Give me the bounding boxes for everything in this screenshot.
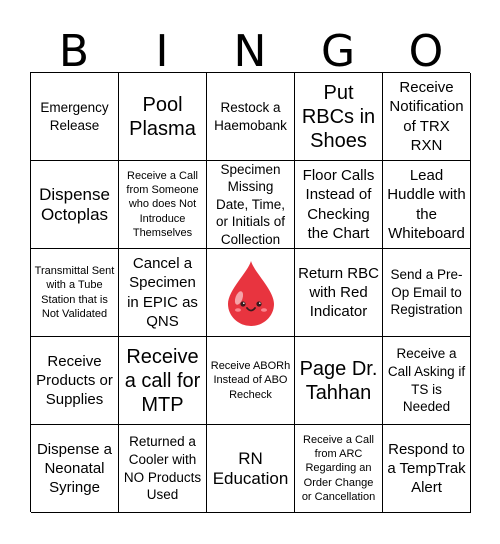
bingo-cell[interactable]: Receive a Call Asking if TS is Needed <box>383 337 471 425</box>
free-space[interactable] <box>207 249 295 337</box>
bingo-cell[interactable]: Return RBC with Red Indicator <box>295 249 383 337</box>
bingo-cell[interactable]: Returned a Cooler with NO Products Used <box>119 425 207 513</box>
bingo-cell[interactable]: Receive a Call from ARC Regarding an Order Change or Cancellation <box>295 425 383 513</box>
blood-drop-icon <box>220 258 282 328</box>
bingo-cell[interactable]: Pool Plasma <box>119 73 207 161</box>
bingo-cell[interactable]: RN Education <box>207 425 295 513</box>
bingo-cell[interactable]: Lead Huddle with the Whiteboard <box>383 161 471 249</box>
bingo-cell[interactable]: Restock a Haemobank <box>207 73 295 161</box>
bingo-cell[interactable]: Emergency Release <box>31 73 119 161</box>
bingo-cell[interactable]: Receive ABORh Instead of ABO Recheck <box>207 337 295 425</box>
bingo-cell[interactable]: Transmittal Sent with a Tube Station that is Not Validated <box>31 249 119 337</box>
bingo-cell[interactable]: Cancel a Specimen in EPIC as QNS <box>119 249 207 337</box>
header-letter-n: N <box>233 26 267 77</box>
header-letter-o: O <box>408 26 444 77</box>
bingo-header <box>30 26 470 77</box>
bingo-cell[interactable]: Receive a call for MTP <box>119 337 207 425</box>
bingo-cell[interactable]: Dispense Octoplas <box>31 161 119 249</box>
bingo-cell[interactable]: Respond to a TempTrak Alert <box>383 425 471 513</box>
bingo-board <box>30 72 470 512</box>
bingo-cell[interactable]: Receive Products or Supplies <box>31 337 119 425</box>
bingo-cell[interactable]: Dispense a Neonatal Syringe <box>31 425 119 513</box>
bingo-cell[interactable]: Send a Pre-Op Email to Registration <box>383 249 471 337</box>
bingo-cell[interactable]: Floor Calls Instead of Checking the Chart <box>295 161 383 249</box>
bingo-cell[interactable]: Receive a Call from Someone who does Not Introduce Themselves <box>119 161 207 249</box>
header-letter-g: G <box>320 26 356 77</box>
bingo-cell[interactable]: Receive Notification of TRX RXN <box>383 73 471 161</box>
bingo-cell[interactable]: Specimen Missing Date, Time, or Initials of Collection <box>207 161 295 249</box>
bingo-cell[interactable]: Put RBCs in Shoes <box>295 73 383 161</box>
header-letter-i: I <box>155 26 169 77</box>
header-letter-b: B <box>58 26 90 77</box>
bingo-cell[interactable]: Page Dr. Tahhan <box>295 337 383 425</box>
